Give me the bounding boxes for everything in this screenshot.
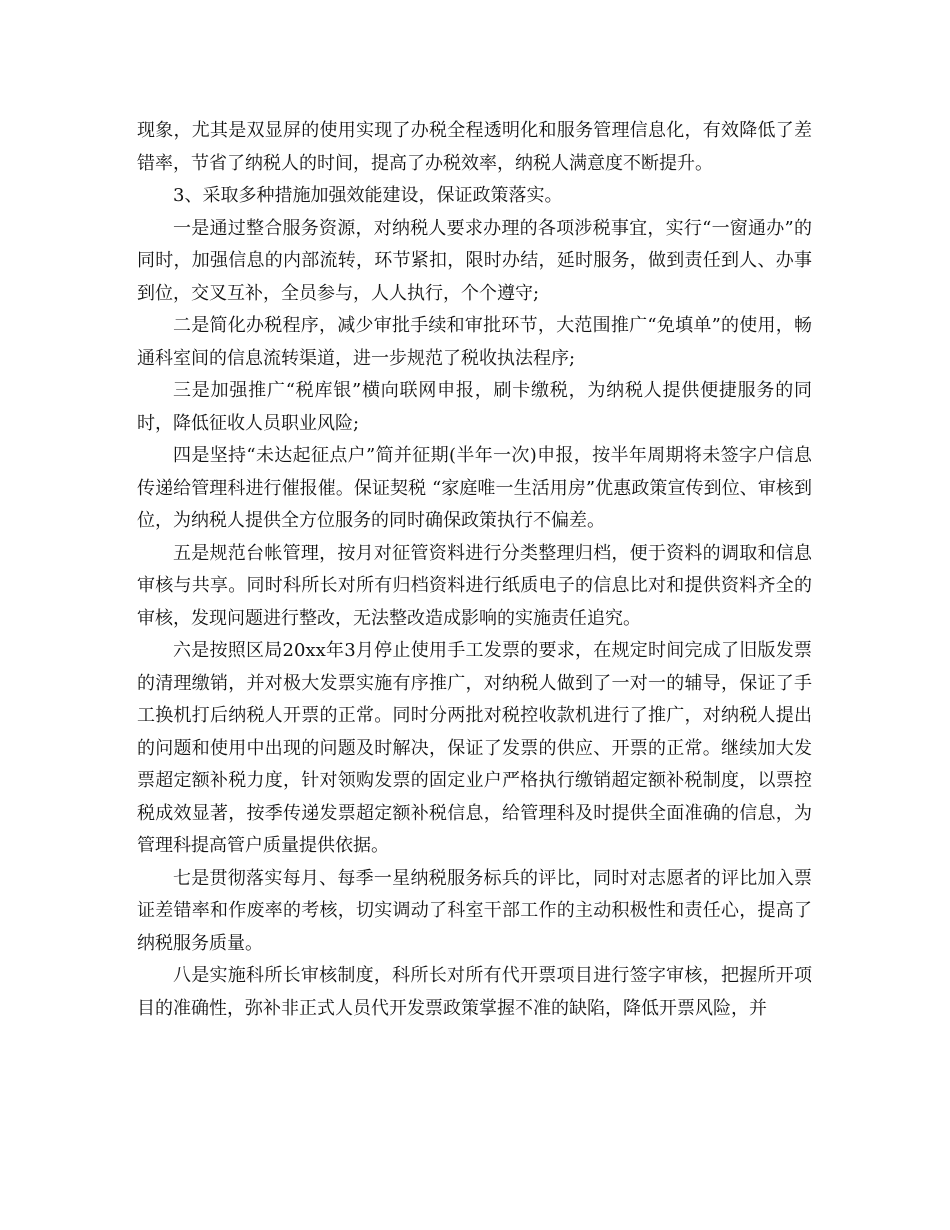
paragraph-2: 3、采取多种措施加强效能建设，保证政策落实。 bbox=[173, 185, 563, 206]
paragraph-9: 七是贯彻落实每月、每季一星纳税服务标兵的评比，同时对志愿者的评比加入票证差错率和作废率的考核，切实调动了科室干部工作的主动积极性和责任心，提高了纳税服务质量。 bbox=[137, 867, 812, 954]
paragraph-4: 二是简化办税程序，减少审批手续和审批环节，大范围推广“免填单”的使用，畅通科室间的信息流转渠道，进一步规范了税收执法程序; bbox=[137, 315, 812, 369]
paragraph-3: 一是通过整合服务资源，对纳税人要求办理的各项涉税事宜，实行“一窗通办”的同时，加强信息的内部流转，环节紧扣，限时办结，延时服务，做到责任到人、办事到位，交叉互补，全员参与，人人执行，个个遵守; bbox=[137, 217, 812, 304]
paragraph-8: 六是按照区局20xx年3月停止使用手工发票的要求，在规定时间完成了旧版发票的清理缴销，并对极大发票实施有序推广，对纳税人做到了一对一的辅导，保证了手工换机打后纳税人开票的正常。同时分两批对税控收款机进行了推广，对纳税人提出的问题和使用中出现的问题及时解决，保证了发票的供应、开票的正常。继续加大发票超定额补税力度，针对领购发票的固定业户严格执行缴销超定额补税制度，以票控税成效显著，按季传递发票超定额补税信息，给管理科及时提供全面准确的信息，为管理科提高管户质量提供依据。 bbox=[137, 640, 812, 856]
paragraph-5: 三是加强推广“税库银”横向联网申报，刷卡缴税，为纳税人提供便捷服务的同时，降低征收人员职业风险; bbox=[137, 380, 812, 434]
paragraph-7: 五是规范台帐管理，按月对征管资料进行分类整理归档，便于资料的调取和信息审核与共享。同时科所长对所有归档资料进行纸质电子的信息比对和提供资料齐全的审核，发现问题进行整改，无法整改造成影响的实施责任追究。 bbox=[137, 542, 812, 629]
document-body bbox=[137, 115, 812, 1025]
paragraph-10: 八是实施科所长审核制度，科所长对所有代开票项目进行签字审核，把握所开项目的准确性，弥补非正式人员代开发票政策掌握不准的缺陷，降低开票风险，并 bbox=[137, 965, 812, 1019]
paragraph-1: 现象，尤其是双显屏的使用实现了办税全程透明化和服务管理信息化，有效降低了差错率，节省了纳税人的时间，提高了办税效率，纳税人满意度不断提升。 bbox=[137, 120, 812, 174]
paragraph-6: 四是坚持“未达起征点户”简并征期(半年一次)申报，按半年周期将未签字户信息传递给管理科进行催报催。保证契税 “家庭唯一生活用房”优惠政策宣传到位、审核到位，为纳税人提供全方位服务的同时确保政策执行不偏差。 bbox=[137, 445, 812, 531]
